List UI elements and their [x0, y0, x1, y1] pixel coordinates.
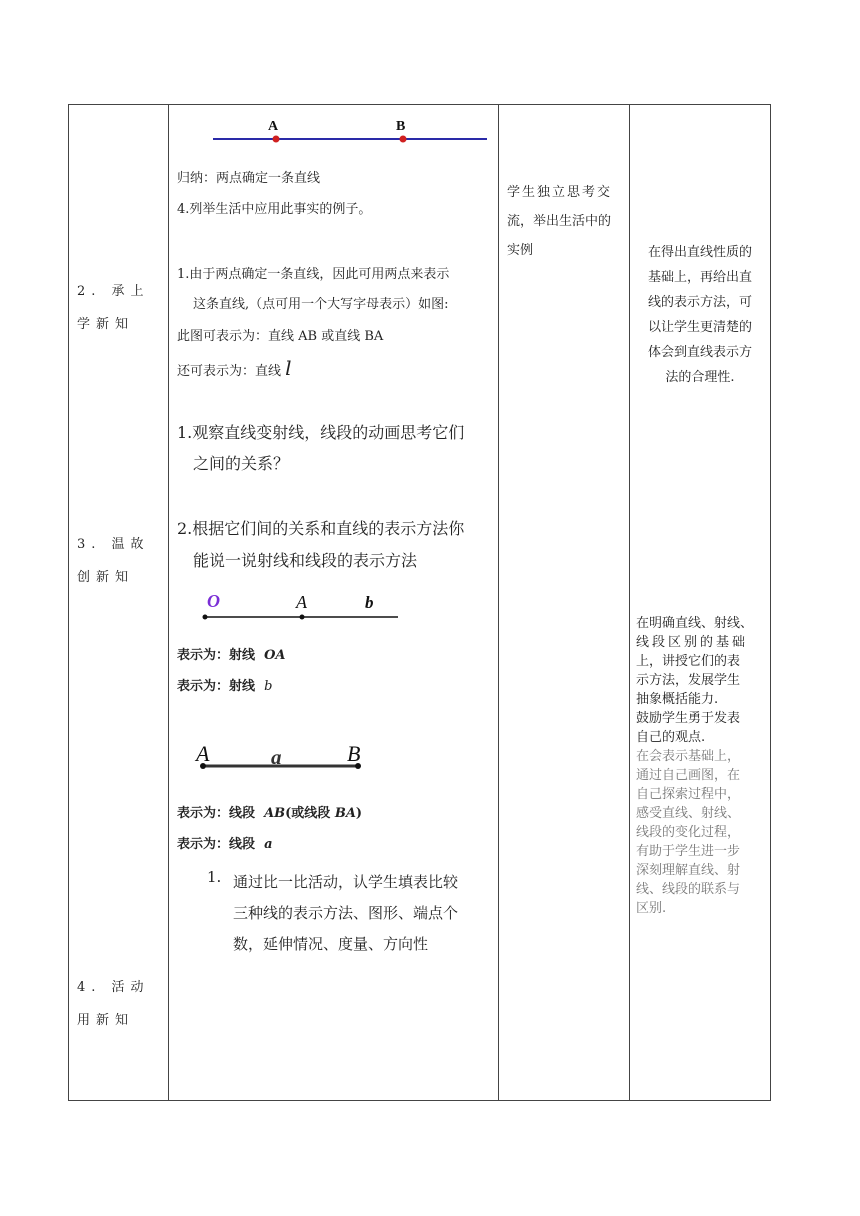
- section-3-heading: 3. 温故创新知: [77, 537, 150, 585]
- section-4-heading: 4. 活动用新知: [77, 980, 150, 1028]
- segment-a-label: A: [196, 741, 210, 766]
- column-divider: [168, 105, 169, 1100]
- example-prompt: 4.列举生活中应用此事实的例子。: [177, 202, 372, 217]
- segment-repr-2: 表示为：线段 a: [177, 837, 273, 852]
- observe-line-2: 之间的关系？: [193, 454, 290, 473]
- induction-text: 归纳：两点确定一条直线: [177, 171, 321, 186]
- ray-repr-1: 表示为：射线 OA: [177, 648, 286, 663]
- ray-name-label: b: [365, 593, 374, 612]
- activity-text: 通过比一比活动，认学生填表比较 三种线的表示方法、图形、端点个 数，延伸情况、度量、方向性: [233, 873, 459, 953]
- ray-origin-dot: [203, 615, 208, 620]
- ray-figure: [200, 588, 410, 626]
- repr-line-2: 这条直线,（点可用一个大写字母表示）如图:: [193, 297, 449, 312]
- repr-line-1: 1.由于两点确定一条直线，因此可用两点来表示: [177, 267, 450, 282]
- point-b-dot: [400, 136, 407, 143]
- design-intent-3: 在会表示基础上， 通过自己画图，在 自己探索过程中， 感受直线、射线、 线段的变化过程， 有助于学生进一步 深刻理解直线、射 线、线段的联系与 区别.: [636, 749, 741, 916]
- relation-line-1: 2.根据它们间的关系和直线的表示方法你: [177, 519, 465, 538]
- line-ab-figure: [205, 112, 495, 148]
- point-a-label: A: [268, 119, 279, 134]
- observe-line-1: 1.观察直线变射线，线段的动画思考它们: [177, 423, 465, 442]
- ray-point-dot: [300, 615, 305, 620]
- student-activity-text: 学生独立思考交 流，举出生活中的 实例: [507, 185, 613, 258]
- ray-origin-label: O: [207, 591, 220, 611]
- repr-line-3: 此图可表示为：直线 AB 或直线 BA: [177, 329, 384, 344]
- line-variable-l: l: [285, 356, 292, 380]
- repr-line-4: 还可表示为：直线 l: [177, 356, 292, 380]
- column-divider: [498, 105, 499, 1100]
- column-divider: [629, 105, 630, 1100]
- ray-repr-2: 表示为：射线 b: [177, 679, 273, 694]
- design-intent-1: 在得出直线性质的 基础上，再给出直 线的表示方法，可 以让学生更清楚的 体会到直线表示方 法的合理性.: [647, 245, 752, 385]
- segment-figure: [193, 736, 373, 774]
- section-2-heading: 2. 承上学新知: [77, 284, 150, 332]
- design-intent-2: 在明确直线、射线、 线段区别的基础 上，讲授它们的表 示方法，发展学生 抽象概括能力. 鼓励学生勇于发表 自己的观点.: [636, 616, 754, 745]
- segment-repr-1: 表示为：线段 AB(或线段 BA): [177, 806, 363, 821]
- relation-line-2: 能说一说射线和线段的表示方法: [193, 551, 418, 570]
- activity-number: 1.: [207, 868, 222, 886]
- point-b-label: B: [396, 119, 406, 134]
- ray-point-label: A: [296, 592, 307, 612]
- point-a-dot: [273, 136, 280, 143]
- segment-b-label: B: [347, 741, 361, 766]
- segment-name-label: a: [271, 745, 282, 769]
